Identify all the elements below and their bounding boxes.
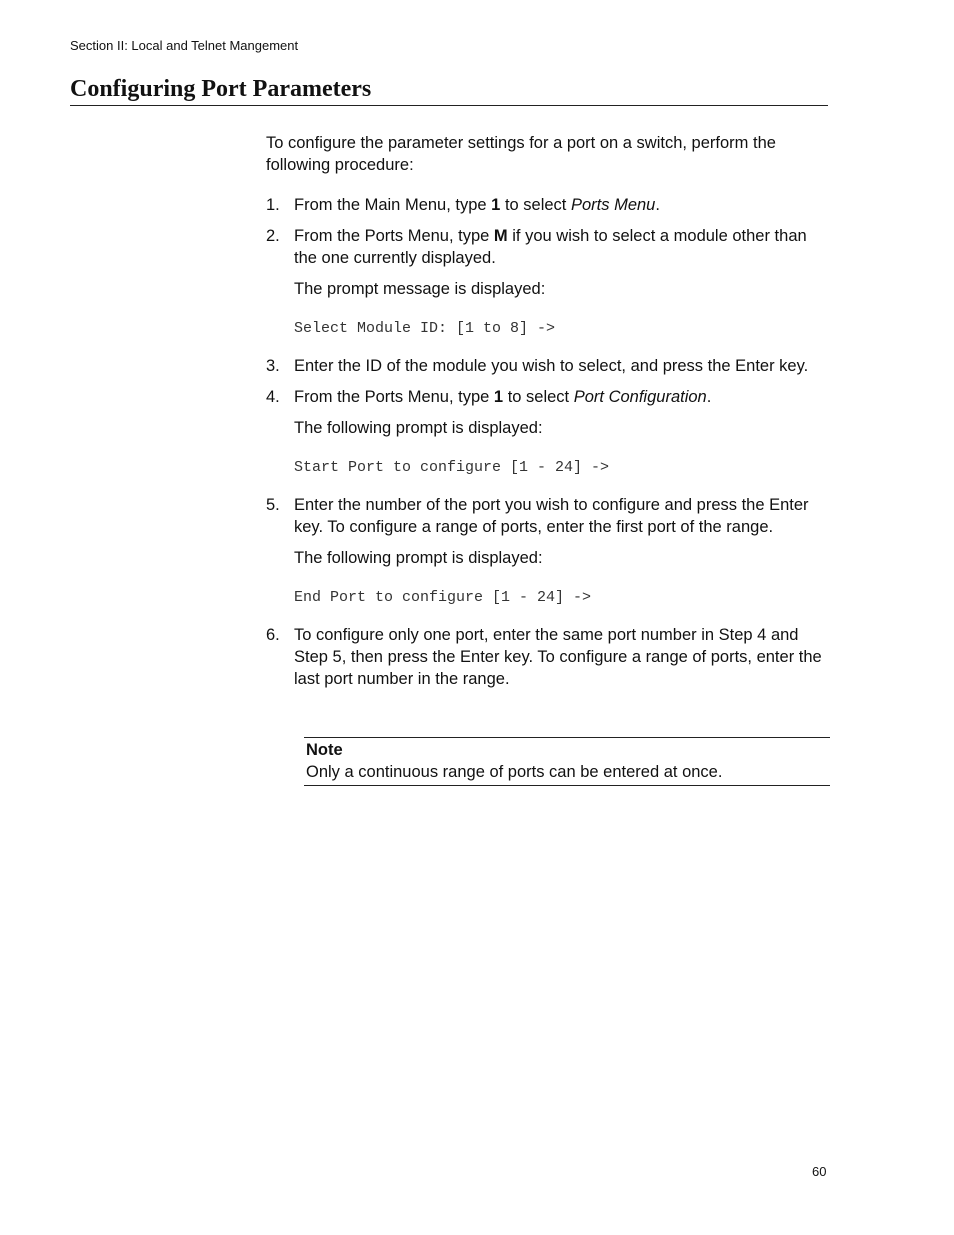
page-number: 60	[812, 1164, 827, 1179]
step-text: Enter the ID of the module you wish to select, and press the Enter key.	[294, 357, 809, 375]
step-2	[266, 225, 832, 340]
step-4	[266, 386, 832, 479]
procedure-body	[266, 132, 832, 699]
step-number: 2.	[266, 227, 280, 245]
intro-paragraph: To configure the parameter settings for a port on a switch, perform the following procedure:	[266, 134, 776, 174]
step-text: From the Ports Menu, type M if you wish to select a module other than the one currently displayed.	[294, 227, 807, 267]
step-number: 1.	[266, 196, 280, 214]
step-subtext: The following prompt is displayed:	[294, 549, 543, 567]
step-list	[266, 194, 832, 690]
prompt-code: Select Module ID: [1 to 8] ->	[294, 320, 556, 337]
step-number: 4.	[266, 388, 280, 406]
step-text: From the Ports Menu, type 1 to select Port Configuration.	[294, 388, 712, 406]
step-text: From the Main Menu, type 1 to select Ports Menu.	[294, 196, 660, 214]
step-subtext: The following prompt is displayed:	[294, 419, 543, 437]
section-title: Configuring Port Parameters	[70, 76, 828, 106]
prompt-code: End Port to configure [1 - 24] ->	[294, 589, 592, 606]
step-subtext: The prompt message is displayed:	[294, 280, 546, 298]
note-label: Note	[306, 741, 343, 759]
step-text: To configure only one port, enter the same port number in Step 4 and Step 5, then press the Enter key. To configure a range of ports, enter the last port number in the range.	[294, 626, 822, 688]
step-5	[266, 494, 832, 609]
note-text: Only a continuous range of ports can be entered at once.	[306, 763, 723, 781]
step-number: 5.	[266, 496, 280, 514]
note-box	[304, 737, 830, 786]
step-6	[266, 624, 832, 690]
running-head: Section II: Local and Telnet Mangement	[70, 38, 299, 53]
prompt-code: Start Port to configure [1 - 24] ->	[294, 459, 610, 476]
step-number: 3.	[266, 357, 280, 375]
step-1	[266, 194, 832, 216]
step-text: Enter the number of the port you wish to configure and press the Enter key. To configure a range of ports, enter the first port of the range.	[294, 496, 809, 536]
step-3	[266, 355, 832, 377]
step-number: 6.	[266, 626, 280, 644]
